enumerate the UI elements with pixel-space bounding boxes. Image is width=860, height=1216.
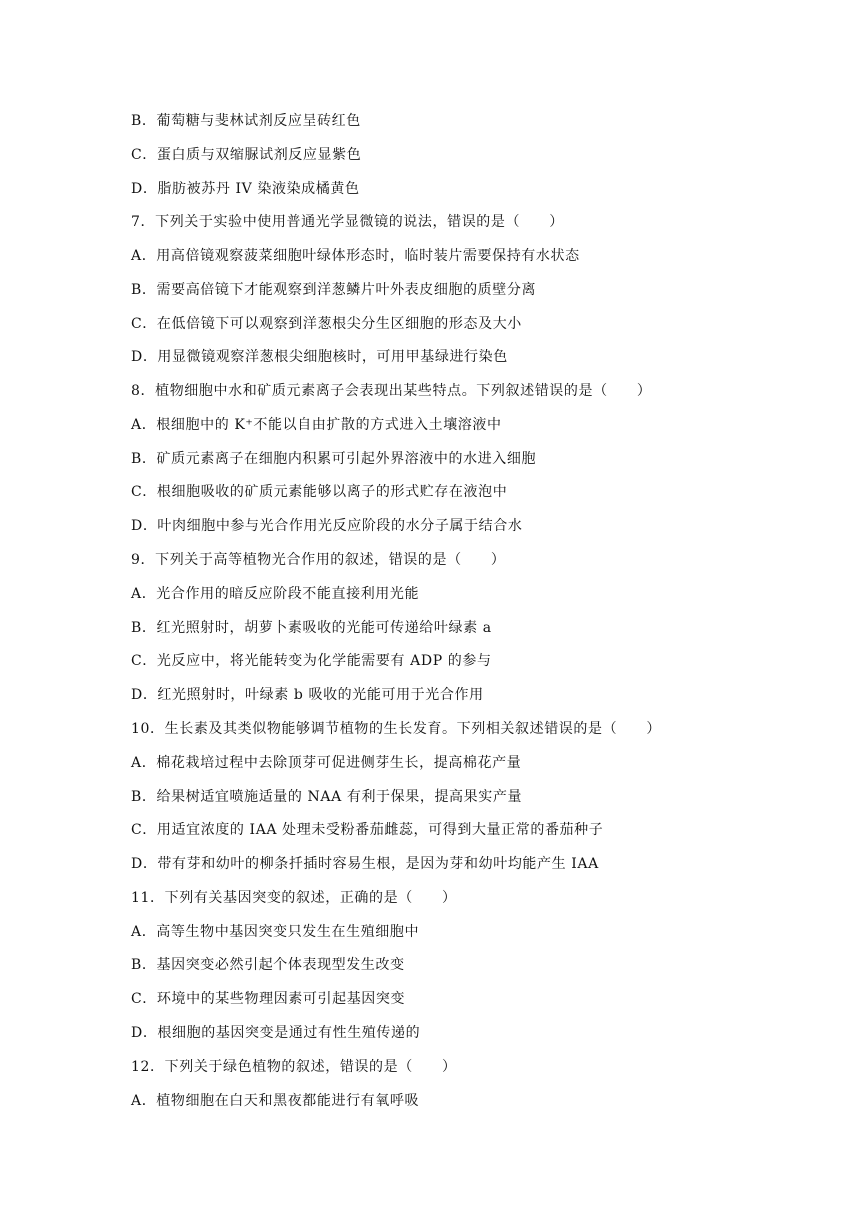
- option-line: C．根细胞吸收的矿质元素能够以离子的形式贮存在液泡中: [131, 484, 508, 500]
- option-line: C．用适宜浓度的 IAA 处理未受粉番茄雌蕊，可得到大量正常的番茄种子: [131, 822, 604, 838]
- question-line: 8．植物细胞中水和矿质元素离子会表现出某些特点。下列叙述错误的是（ ）: [131, 383, 652, 399]
- option-line: C．蛋白质与双缩脲试剂反应显紫色: [131, 147, 362, 163]
- question-line: 12．下列关于绿色植物的叙述，错误的是（ ）: [131, 1059, 457, 1075]
- question-line: 11．下列有关基因突变的叙述，正确的是（ ）: [131, 890, 457, 906]
- question-line: 10．生长素及其类似物能够调节植物的生长发育。下列相关叙述错误的是（ ）: [131, 721, 662, 737]
- option-line: C．光反应中，将光能转变为化学能需要有 ADP 的参与: [131, 653, 492, 669]
- option-line: B．给果树适宜喷施适量的 NAA 有利于保果，提高果实产量: [131, 789, 523, 805]
- option-line: B．需要高倍镜下才能观察到洋葱鳞片叶外表皮细胞的质壁分离: [131, 282, 537, 298]
- option-line: C．环境中的某些物理因素可引起基因突变: [131, 991, 406, 1007]
- question-line: 7．下列关于实验中使用普通光学显微镜的说法，错误的是（ ）: [131, 214, 564, 230]
- option-line: A．光合作用的暗反应阶段不能直接利用光能: [131, 586, 420, 602]
- option-line: D．带有芽和幼叶的柳条扦插时容易生根，是因为芽和幼叶均能产生 IAA: [131, 856, 599, 872]
- option-line: A．根细胞中的 K⁺不能以自由扩散的方式进入土壤溶液中: [131, 417, 502, 433]
- option-line: D．红光照射时，叶绿素 b 吸收的光能可用于光合作用: [131, 687, 484, 703]
- option-line: B．葡萄糖与斐林试剂反应呈砖红色: [131, 113, 361, 129]
- option-line: B．红光照射时，胡萝卜素吸收的光能可传递给叶绿素 a: [131, 620, 492, 636]
- option-line: D．用显微镜观察洋葱根尖细胞核时，可用甲基绿进行染色: [131, 349, 508, 365]
- question-line: 9．下列关于高等植物光合作用的叙述，错误的是（ ）: [131, 552, 506, 568]
- option-line: A．用高倍镜观察菠菜细胞叶绿体形态时，临时装片需要保持有水状态: [131, 248, 580, 264]
- option-line: A．植物细胞在白天和黑夜都能进行有氧呼吸: [131, 1093, 420, 1109]
- option-line: D．根细胞的基因突变是通过有性生殖传递的: [131, 1025, 421, 1041]
- option-line: A．高等生物中基因突变只发生在生殖细胞中: [131, 924, 420, 940]
- option-line: B．基因突变必然引起个体表现型发生改变: [131, 957, 405, 973]
- option-line: D．脂肪被苏丹 IV 染液染成橘黄色: [131, 181, 360, 197]
- option-line: C．在低倍镜下可以观察到洋葱根尖分生区细胞的形态及大小: [131, 316, 522, 332]
- option-line: D．叶肉细胞中参与光合作用光反应阶段的水分子属于结合水: [131, 518, 523, 534]
- option-line: A．棉花栽培过程中去除顶芽可促进侧芽生长，提高棉花产量: [131, 755, 522, 771]
- option-line: B．矿质元素离子在细胞内积累可引起外界溶液中的水进入细胞: [131, 451, 537, 467]
